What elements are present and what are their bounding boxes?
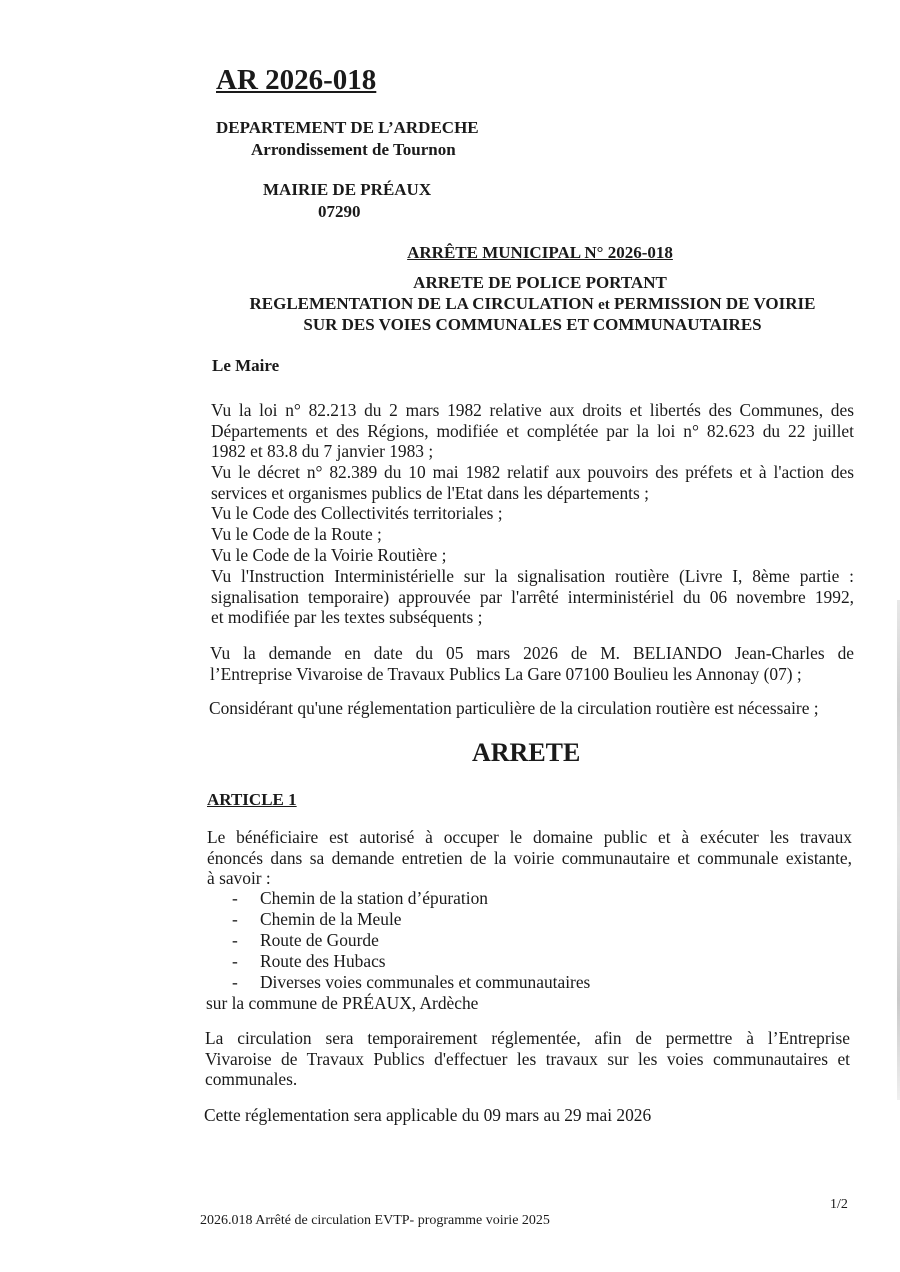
article-1-intro-line-3: à savoir :: [207, 868, 271, 889]
title-line-2-start: REGLEMENTATION DE LA CIRCULATION: [249, 294, 599, 313]
postal-code: 07290: [318, 202, 361, 221]
le-maire-heading: Le Maire: [212, 356, 280, 375]
list-item: - Diverses voies communales et communautaires: [232, 972, 591, 992]
street-list: [232, 888, 590, 993]
visa-decret-line-2: services et organismes publics de l'Etat dans les départements ;: [211, 482, 649, 503]
list-item: - Route de Gourde: [232, 930, 379, 950]
list-item: - Chemin de la station d’épuration: [232, 888, 488, 908]
visa-instruction: [211, 566, 854, 628]
arrete-heading: ARRETE: [472, 738, 581, 767]
mairie-name: MAIRIE DE PRÉAUX: [263, 180, 432, 199]
visa-loi-line-1: Vu la loi n° 82.213 du 2 mars 1982 relative aux droits et libertés des Communes, des: [211, 400, 854, 420]
article-1-intro-line-1: Le bénéficiaire est autorisé à occuper le domaine public et à exécuter les travaux: [207, 827, 852, 847]
visa-instruction-line-1: Vu l'Instruction Interministérielle sur la signalisation routière (Livre I, 8ème partie :: [211, 566, 854, 586]
article-1-circulation-line-1: La circulation sera temporairement réglementée, afin de permettre à l’Entreprise: [205, 1028, 850, 1048]
visa-instruction-line-3: et modifiée par les textes subséquents ;: [211, 607, 483, 628]
considerant: Considérant qu'une réglementation particulière de la circulation routière est nécessaire ;: [209, 698, 819, 718]
page-number: 1/2: [830, 1197, 848, 1212]
title-line-2-et: et: [598, 297, 610, 313]
visa-code-route: Vu le Code de la Route ;: [211, 524, 382, 544]
article-1-heading: ARTICLE 1: [207, 790, 297, 809]
list-item: - Route des Hubacs: [232, 951, 386, 971]
title-line-2: [205, 294, 860, 314]
visa-instruction-line-2: signalisation temporaire) approuvée par l'arrêté interministériel du 06 novembre 1992,: [211, 586, 854, 607]
document-reference: AR 2026-018: [216, 64, 377, 96]
arrete-number: ARRÊTE MUNICIPAL N° 2026-018: [407, 243, 673, 262]
list-item: - Chemin de la Meule: [232, 909, 402, 929]
article-1-circulation-line-2: Vivaroise de Travaux Publics d'effectuer les travaux sur les voies communautaires et: [205, 1048, 850, 1069]
visa-demande-line-2: l’Entreprise Vivaroise de Travaux Publics La Gare 07100 Boulieu les Annonay (07) ;: [210, 663, 802, 684]
page-footer: 2026.018 Arrêté de circulation EVTP- programme voirie 2025: [200, 1213, 550, 1228]
visa-demande-line-1: Vu la demande en date du 05 mars 2026 de M. BELIANDO Jean-Charles de: [210, 643, 854, 663]
visa-code-voirie: Vu le Code de la Voirie Routière ;: [211, 545, 447, 565]
visa-loi-line-2: Départements et des Régions, modifiée et complétée par la loi n° 82.623 du 22 juillet: [211, 420, 854, 441]
visa-decret-line-1: Vu le décret n° 82.389 du 10 mai 1982 relatif aux pouvoirs des préfets et à l'action des: [211, 462, 854, 482]
visa-decret: [211, 462, 854, 503]
article-1-commune: sur la commune de PRÉAUX, Ardèche: [206, 993, 479, 1013]
article-1-circulation-line-3: communales.: [205, 1069, 298, 1090]
visa-loi: [211, 400, 854, 462]
article-1-circulation: [205, 1028, 850, 1090]
visa-code-collectivites: Vu le Code des Collectivités territoriales ;: [211, 503, 503, 523]
visa-loi-line-3: 1982 et 83.8 du 7 janvier 1983 ;: [211, 441, 434, 462]
title-line-1: ARRETE DE POLICE PORTANT: [413, 273, 667, 292]
title-line-2-end: PERMISSION DE VOIRIE: [609, 294, 816, 313]
title-line-3: SUR DES VOIES COMMUNALES ET COMMUNAUTAIRES: [303, 315, 762, 334]
article-1-intro-line-2: énoncés dans sa demande entretien de la voirie communautaire et communale existante,: [207, 847, 852, 868]
article-1-intro: [207, 827, 852, 889]
article-1-dates: Cette réglementation sera applicable du 09 mars au 29 mai 2026: [204, 1105, 652, 1125]
department-name: DEPARTEMENT DE L’ARDECHE: [216, 118, 479, 137]
arrondissement-name: Arrondissement de Tournon: [251, 140, 456, 159]
visa-demande: [210, 643, 854, 684]
